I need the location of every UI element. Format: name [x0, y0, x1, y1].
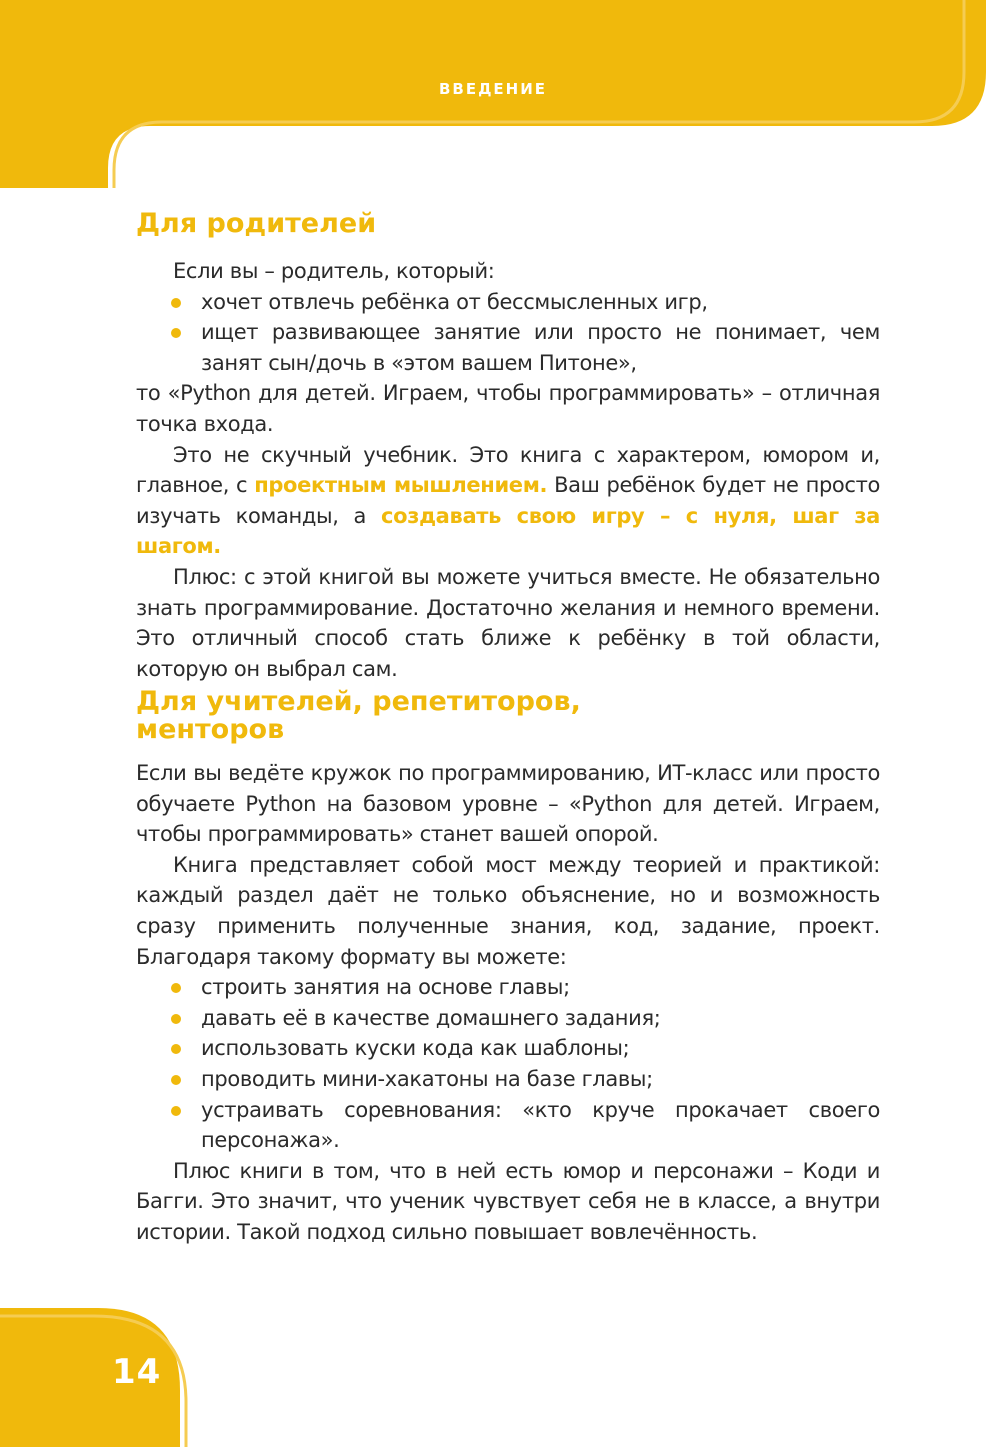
- bullet-icon: [171, 328, 181, 338]
- teachers-paragraph-3: Плюс книги в том, что в ней есть юмор и персонажи – Коди и Багги. Это значит, что ученик чувствует себя не в классе, а внутри истории. Такой подход сильно повышает вовлечённость.: [136, 1158, 880, 1244]
- list-item-text: давать её в качестве домашнего задания;: [201, 1005, 661, 1030]
- heading-line-2: менторов: [136, 714, 285, 745]
- parents-section: [136, 256, 880, 684]
- paragraph-text: Это не скучный учебник. Это книга с характером, юмором и, главное, с: [136, 442, 880, 498]
- parents-paragraph-2: [136, 440, 880, 562]
- list-item-text: использовать куски кода как шаблоны;: [201, 1036, 630, 1061]
- list-item: [201, 317, 880, 378]
- teachers-paragraph-1: Если вы ведёте кружок по программированию, ИТ-класс или просто обучаете Python на базовом уровне – «Python для детей. Играем, чтобы программировать» станет вашей опорой.: [136, 761, 880, 847]
- bullet-icon: [171, 983, 181, 993]
- list-item-text: строить занятия на основе главы;: [201, 975, 570, 1000]
- list-item: [201, 287, 880, 318]
- list-item-text: проводить мини-хакатоны на базе главы;: [201, 1066, 653, 1091]
- list-item: [201, 1033, 880, 1064]
- parents-bullet-list: [136, 287, 880, 379]
- list-item: [201, 1095, 880, 1156]
- bullet-icon: [171, 1075, 181, 1085]
- highlight-project-thinking: проектным мышлением.: [254, 473, 548, 498]
- bullet-icon: [171, 1106, 181, 1116]
- section-heading-parents: Для родителей: [136, 208, 377, 239]
- running-head: ВВЕДЕНИЕ: [438, 80, 548, 98]
- list-item-text: ищет развивающее занятие или просто не понимает, чем занят сын/дочь в «этом вашем Питоне»,: [201, 320, 880, 375]
- teachers-section: [136, 758, 880, 1248]
- parents-conclusion: то «Python для детей. Играем, чтобы программировать» – отличная точка входа.: [136, 381, 880, 436]
- bullet-icon: [171, 298, 181, 308]
- list-item-text: хочет отвлечь ребёнка от бессмысленных игр,: [201, 289, 708, 314]
- list-item: [201, 1003, 880, 1034]
- parents-intro: Если вы – родитель, который:: [173, 259, 495, 283]
- teachers-bullet-list: [136, 972, 880, 1156]
- paragraph-text: Ваш ребёнок будет не просто изучать команды, а: [136, 473, 881, 528]
- teachers-paragraph-2: Книга представляет собой мост между теорией и практикой: каждый раздел даёт не только объяснение, но и возможность сразу применить полученные знания, код, задание, проект. Благодаря такому формату вы можете:: [136, 852, 880, 969]
- section-heading-teachers: [136, 688, 581, 744]
- page-number: 14: [112, 1352, 162, 1392]
- bullet-icon: [171, 1044, 181, 1054]
- heading-line-1: Для учителей, репетиторов,: [136, 686, 581, 717]
- bullet-icon: [171, 1014, 181, 1024]
- list-item-text: устраивать соревнования: «кто круче прокачает своего персонажа».: [201, 1097, 880, 1153]
- list-item: [201, 1064, 880, 1095]
- parents-paragraph-3: Плюс: с этой книгой вы можете учиться вместе. Не обязательно знать программирование. Достаточно желания и немного времени. Это отличный способ стать ближе к ребёнку в той области, которую он выбрал сам.: [136, 564, 880, 681]
- list-item: [201, 972, 880, 1003]
- highlight-create-game: создавать свою игру – с нуля, шаг за шагом.: [136, 503, 880, 559]
